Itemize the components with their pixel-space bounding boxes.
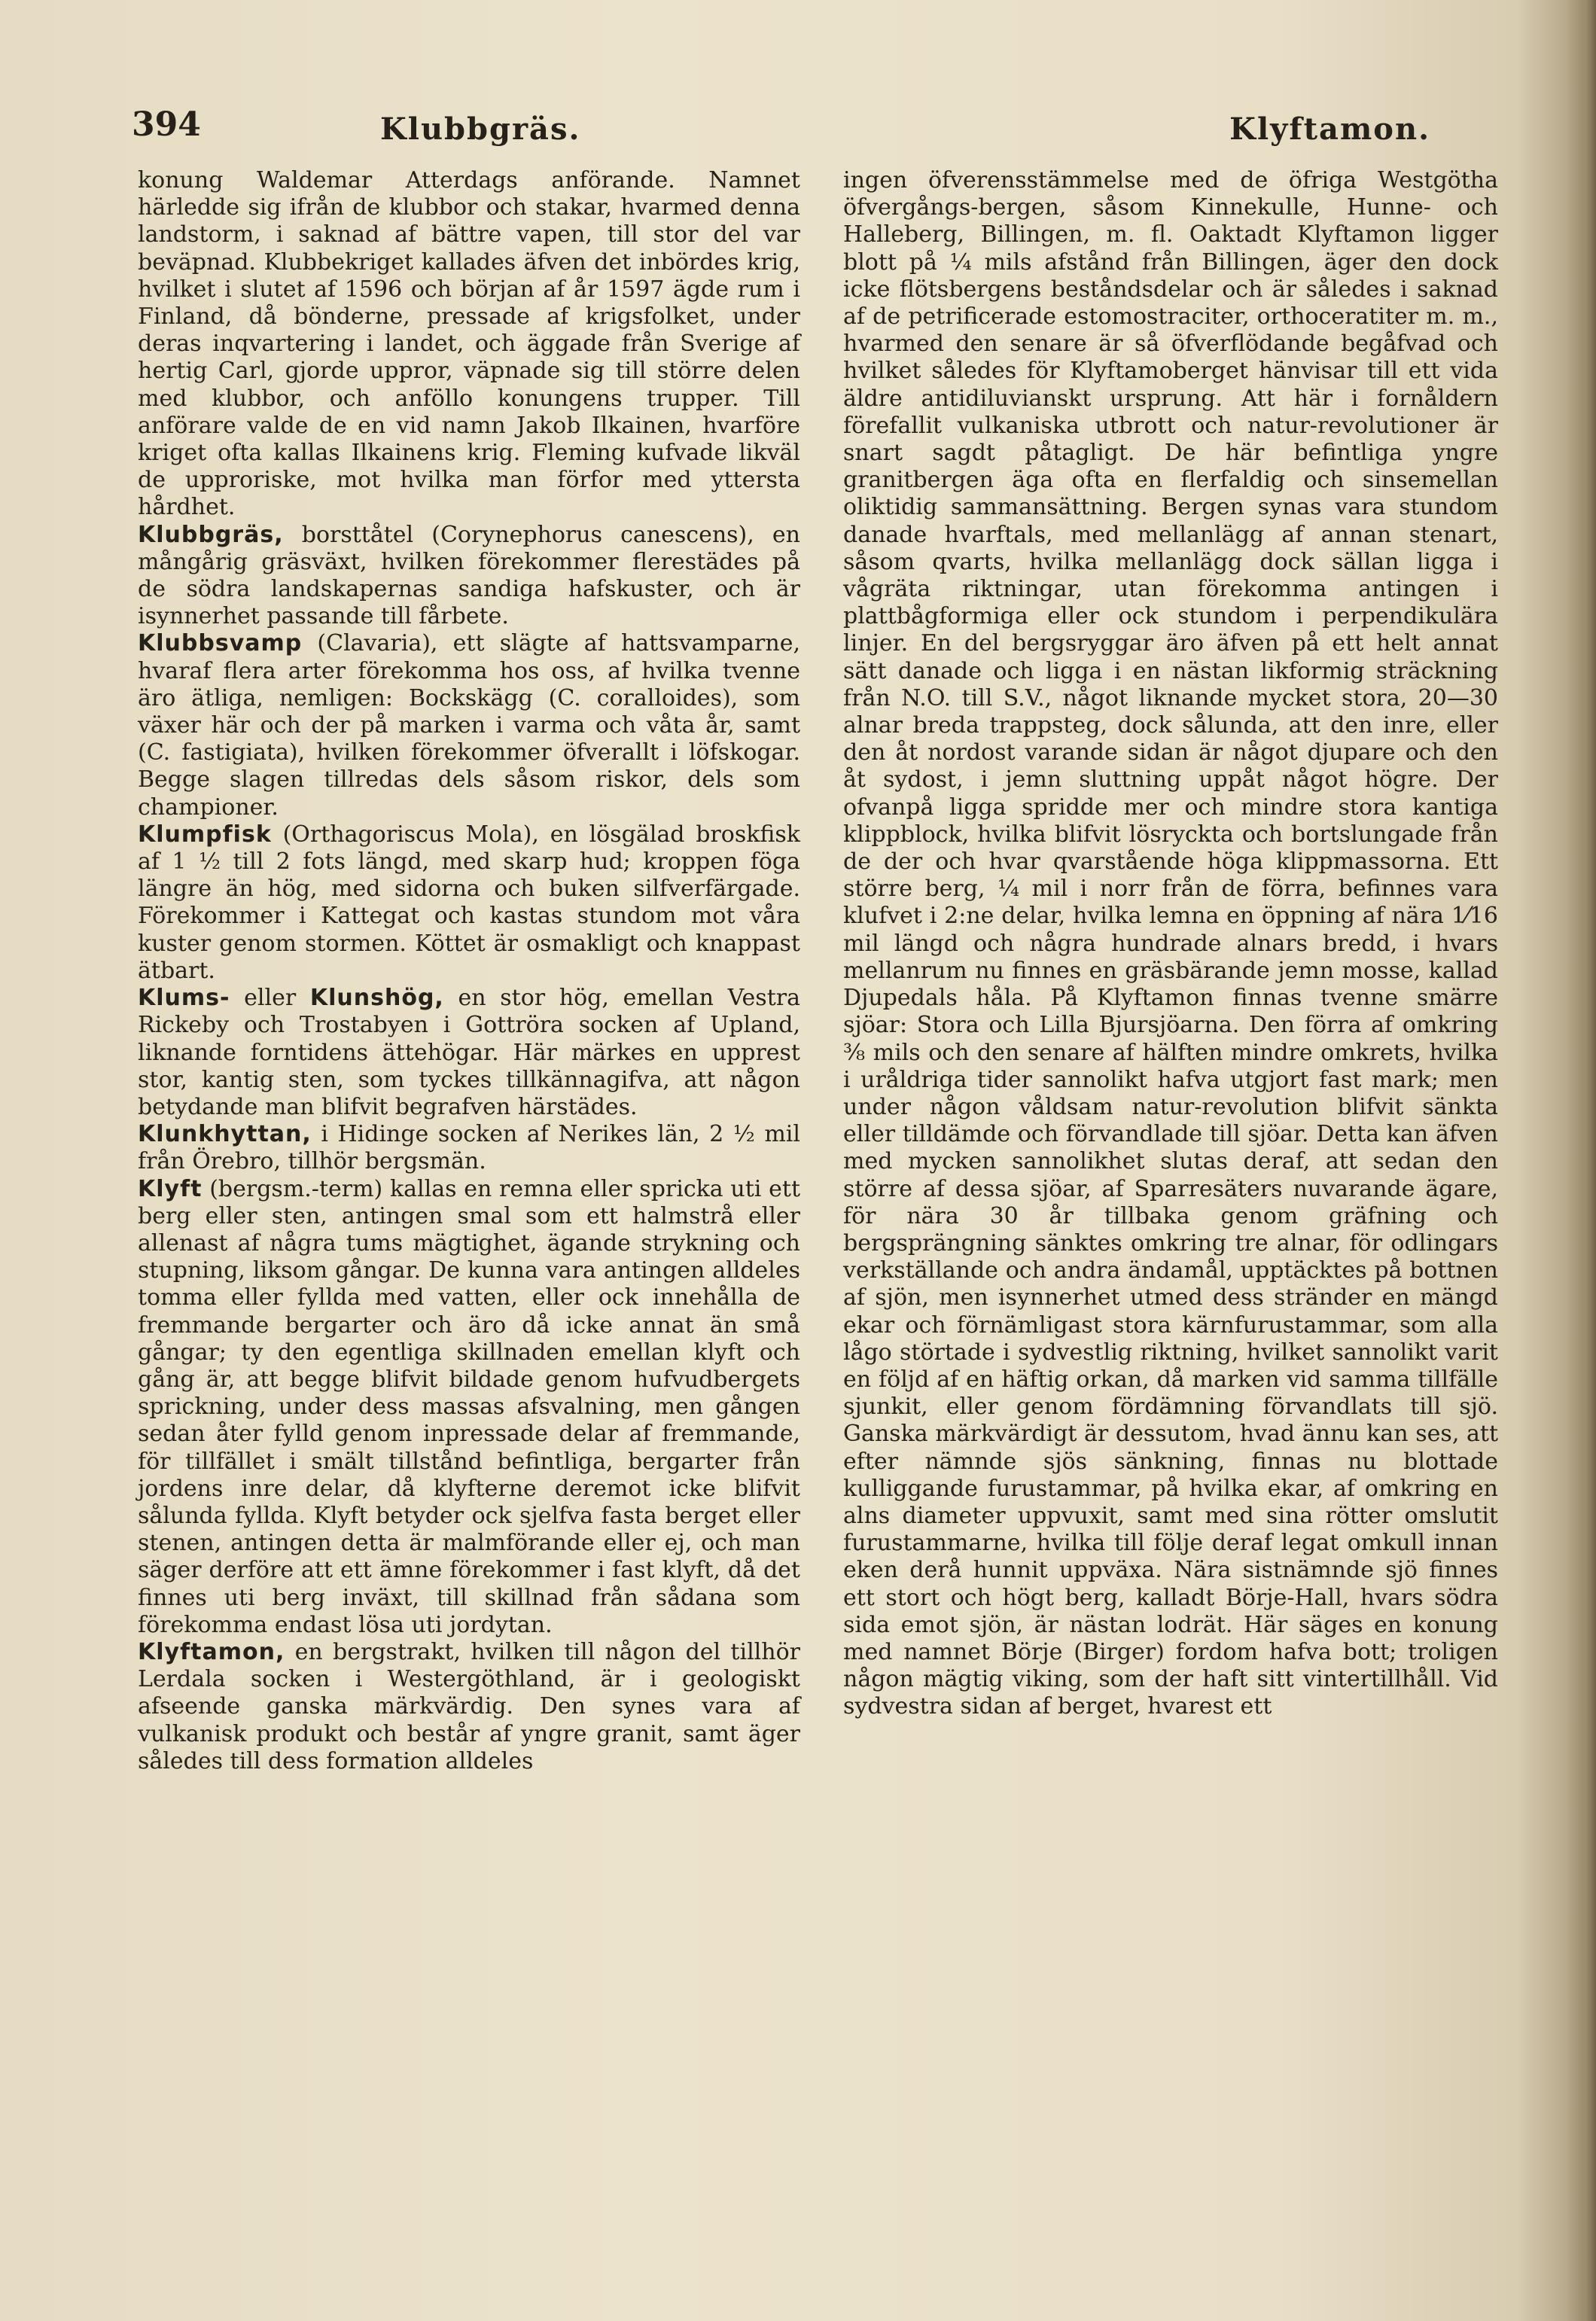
- entry-continuation: konung Waldemar Atterdags anförande. Namnet härledde sig ifrån de klubbor och stakar, hvarmed denna landstorm, i saknad af bättre vapen, till stor del var beväpnad. Klubbekriget kallades äfven det inbördes krig, hvilket i slutet af 1596 och början af år 1597 ägde rum i Finland, då bönderne, pressade af krigsfolket, under deras inqvartering i landet, och äggade från Sverige af hertig Carl, gjorde uppror, väpnade sig till större delen med klubbor, och anföllo konungens trupper. Till anförare valde de en vid namn Jakob Ilkainen, hvarföre kriget ofta kallas Ilkainens krig. Fleming kufvade likväl de upproriske, mot hvilka man förfor med yttersta hårdhet.: [138, 167, 800, 521]
- headword: Klunshög,: [309, 985, 444, 1012]
- headword: Klunkhyttan,: [138, 1121, 312, 1148]
- headword: Klumpfisk: [138, 821, 272, 848]
- entry-text: (Orthagoriscus Mola), en lösgälad broskfisk af 1 ½ till 2 fots längd, med skarp hud; kroppen föga längre än hög, med sidorna och buken silfverfärgade. Förekommer i Kattegat och kastas stundom mot våra kuster genom stormen. Köttet är osmakligt och knappast ätbart.: [138, 821, 800, 984]
- page-header: [132, 105, 1498, 151]
- entry-connector: eller: [230, 985, 310, 1012]
- left-column: [138, 167, 800, 1775]
- left-running-head: Klubbgräs.: [380, 111, 581, 147]
- entry-klyft: [138, 1176, 800, 1639]
- headword: Klubbgräs,: [138, 521, 284, 548]
- entry-text: i Hidinge socken af Nerikes län, 2 ½ mil från Örebro, tillhör bergsmän.: [138, 1121, 800, 1175]
- entry-text: en bergstrakt, hvilken till någon del tillhör Lerdala socken i Westergöthland, är i geologiskt afseende ganska märkvärdig. Den synes vara af vulkanisk produkt och består af yngre granit, samt äger således till dess formation alldeles: [138, 1638, 800, 1774]
- page-edge-shadow: [1566, 0, 1596, 2321]
- entry-klubbgras: [138, 522, 800, 631]
- entry-klyftamon: [138, 1639, 800, 1775]
- right-running-head: Klyftamon.: [1229, 111, 1430, 147]
- entry-klumpfisk: [138, 821, 800, 985]
- right-column: [843, 167, 1498, 1721]
- entry-klums: [138, 985, 800, 1121]
- headword: Klums-: [138, 985, 230, 1012]
- headword: Klubbsvamp: [138, 630, 303, 657]
- headword: Klyftamon,: [138, 1638, 285, 1665]
- entry-klyftamon-continued: ingen öfverensstämmelse med de öfriga Westgötha öfvergångs-bergen, såsom Kinnekulle, Hunne- och Halleberg, Billingen, m. fl. Oaktadt Klyftamon ligger blott på ¼ mils afstånd från Billingen, äger den dock icke flötsbergens beståndsdelar och är således i saknad af de petrificerade estomostraciter, orthoceratiter m. m., hvarmed den senare är så öfverflödande begåfvad och hvilket således för Klyftamoberget hänvisar till ett vida äldre antidiluvianskt ursprung. Att här i fornåldern förefallit vulkaniska utbrott och natur-revolutioner är snart sagdt påtagligt. De här befintliga yngre granitbergen äga ofta en flerfaldig och sinsemellan oliktidig sammansättning. Bergen synas vara stundom danade hvarftals, med mellanlägg af annan stenart, såsom qvarts, hvilka mellanlägg dock sällan ligga i vågräta riktningar, utan förekomma antingen i plattbågformiga eller ock stundom i perpendikulära linjer. En del bergsryggar äro äfven på ett helt annat sätt danade och ligga i en nästan likformig sträckning från N.O. till S.V., något liknande mycket stora, 20—30 alnar breda trappsteg, dock sålunda, att den inre, eller den åt nordost varande sidan är något djupare och den åt sydost, i jemn sluttning uppåt något högre. Der ofvanpå ligga spridde mer och mindre stora kantiga klippblock, hvilka blifvit lösryckta och bortslungade från de der och hvar qvarstående höga klippmassorna. Ett större berg, ¼ mil i norr från de förra, befinnes vara klufvet i 2:ne delar, hvilka lemna en öppning af nära 1⁄16 mil längd och några hundrade alnars bredd, i hvars mellanrum nu finnes en gräsbärande jemn mosse, kallad Djupedals håla. På Klyftamon finnas tvenne smärre sjöar: Stora och Lilla Bjursjöarna. Den förra af omkring ⅜ mils och den senare af hälften mindre omkrets, hvilka i uråldriga tider sannolikt hafva utgjort fast mark; men under någon våldsam natur-revolution blifvit sänkta eller tilldämde och förvandlade till sjöar. Detta kan äfven med mycken sannolikhet slutas deraf, att sedan den större af dessa sjöar, af Sparresäters nuvarande ägare, för nära 30 år tillbaka genom gräfning och bergsprängning sänktes omkring tre alnar, för odlingars verkställande och andra ändamål, upptäcktes på bottnen af sjön, men isynnerhet utmed dess stränder en mängd ekar och förnämligast stora kärnfurustammar, som alla lågo störtade i sydvestlig riktning, hvilket sannolikt varit en följd af en häftig orkan, då marken vid samma tillfälle sjunkit, eller genom fördämning förvandlats till sjö. Ganska märkvärdigt är dessutom, hvad ännu kan ses, att efter nämnde sjös sänkning, finnas nu blottade kulliggande furustammar, på hvilka ekar, af omkring en alns diameter uppvuxit, samt med sina rötter omslutit furustammarne, hvilka till följe deraf legat omkull innan eken derå hunnit uppväxa. Nära sistnämnde sjö finnes ett stort och högt berg, kalladt Börje-Hall, hvars södra sida emot sjön, är nästan lodrät. Här säges en konung med namnet Börje (Birger) fordom hafva bott; troligen någon mägtig viking, som der haft sitt vintertillhåll. Vid sydvestra sidan af berget, hvarest ett: [843, 167, 1498, 1720]
- entry-klubbsvamp: [138, 630, 800, 821]
- page-number: 394: [132, 105, 201, 144]
- entry-text: borsttåtel (Corynephorus canescens), en mångårig gräsväxt, hvilken förekommer flerestädes på de södra landskapernas sandiga hafskuster, och är isynnerhet passande till fårbete.: [138, 521, 800, 630]
- entry-text: (Clavaria), ett slägte af hattsvamparne, hvaraf flera arter förekomma hos oss, af hvilka tvenne äro ätliga, nemligen: Bockskägg (C. coralloides), som växer här och der på marken i varma och våta år, samt (C. fastigiata), hvilken förekommer öfverallt i löfskogar. Begge slagen tillredas dels såsom riskor, dels som championer.: [138, 630, 800, 821]
- headword: Klyft: [138, 1175, 203, 1202]
- entry-klunkhyttan: [138, 1121, 800, 1175]
- entry-text: (bergsm.-term) kallas en remna eller spricka uti ett berg eller sten, antingen smal som ett halmstrå eller allenast af några tums mägtighet, ägande strykning och stupning, liksom gångar. De kunna vara antingen alldeles tomma eller fyllda med vatten, eller ock innehålla de fremmande bergarter och äro då icke annat än små gångar; ty den egentliga skillnaden emellan klyft och gång är, att begge blifvit bildade genom hufvudbergets sprickning, under dess massas afsvalning, men gången sedan åter fylld genom inpressade delar af fremmande, för tillfället i smält tillstånd befintliga, bergarter från jordens inre delar, då klyfterne deremot icke blifvit sålunda fyllda. Klyft betyder ock sjelfva fasta berget eller stenen, antingen detta är malmförande eller ej, och man säger derföre att ett ämne förekommer i fast klyft, då det finnes uti berg inväxt, till skillnad från sådana som förekomma endast lösa uti jordytan.: [138, 1175, 800, 1638]
- entry-text: en stor hög, emellan Vestra Rickeby och Trostabyen i Gottröra socken af Upland, liknande forntidens ättehögar. Här märkes en upprest stor, kantig sten, som tyckes tillkännagifva, att någon betydande man blifvit begrafven härstädes.: [138, 985, 800, 1120]
